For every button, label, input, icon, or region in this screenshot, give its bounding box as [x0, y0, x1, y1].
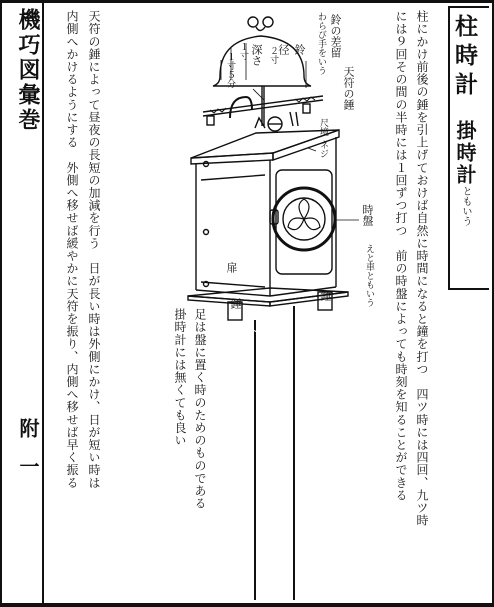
balance-foliot	[203, 96, 323, 125]
label-bell: 鈴	[293, 44, 306, 55]
title-sub-suffix: ともいう	[460, 186, 471, 226]
label-bell-stop: 鈴の差留	[329, 14, 342, 58]
left-text-col-1: 天符の錘によって昼夜の長短の加減を行う 日が長い時は外側にかけ、日が短い時は	[87, 10, 101, 489]
label-balance-weight: 天符の錘	[342, 66, 355, 110]
note-col-2: 掛時計には無くても良い	[173, 308, 187, 447]
label-bell-stop-note: わらび手をいう	[316, 12, 326, 75]
label-dial: 時盤	[361, 204, 374, 226]
title-sub-text: 掛時計	[453, 120, 477, 186]
side-title: 機巧図彙巻	[15, 8, 41, 133]
label-weight-right: 錘	[319, 290, 332, 301]
label-dim-2sun: ２寸	[268, 46, 278, 64]
label-weight-left: 錘	[229, 298, 242, 309]
label-dim-1sun: １寸	[238, 42, 248, 60]
right-text-col-1: 柱にかけ前後の錘を引上げておけば自然に時間になると鐘を打つ 四ツ時には四回、九ツ時	[415, 10, 429, 527]
dial-plate	[270, 170, 335, 274]
label-dial-note: えと車ともいう	[364, 244, 374, 307]
note-col-1: 足は盤に置く時のためのものである	[193, 308, 207, 510]
side-number: 附一	[16, 418, 40, 494]
label-dim-1sun5bu: １寸５分	[225, 52, 235, 88]
label-depth: 深さ	[250, 44, 263, 66]
right-text-col-2: には９回その間の半時には１回ずつ打つ 前の時盤によっても時刻を知ることができる	[394, 10, 408, 502]
bell-finial	[248, 17, 273, 31]
label-screw: ネジ	[318, 140, 328, 158]
label-diameter: 径	[277, 44, 290, 55]
label-sakai: 尺境	[318, 118, 328, 136]
title-main: 柱時計	[451, 14, 478, 101]
label-door: 扉	[225, 262, 238, 273]
left-text-col-2: 内側へかけるようにする 外側へ移せば緩やかに天符を振り、内側へ移せば早く振る	[65, 10, 79, 489]
